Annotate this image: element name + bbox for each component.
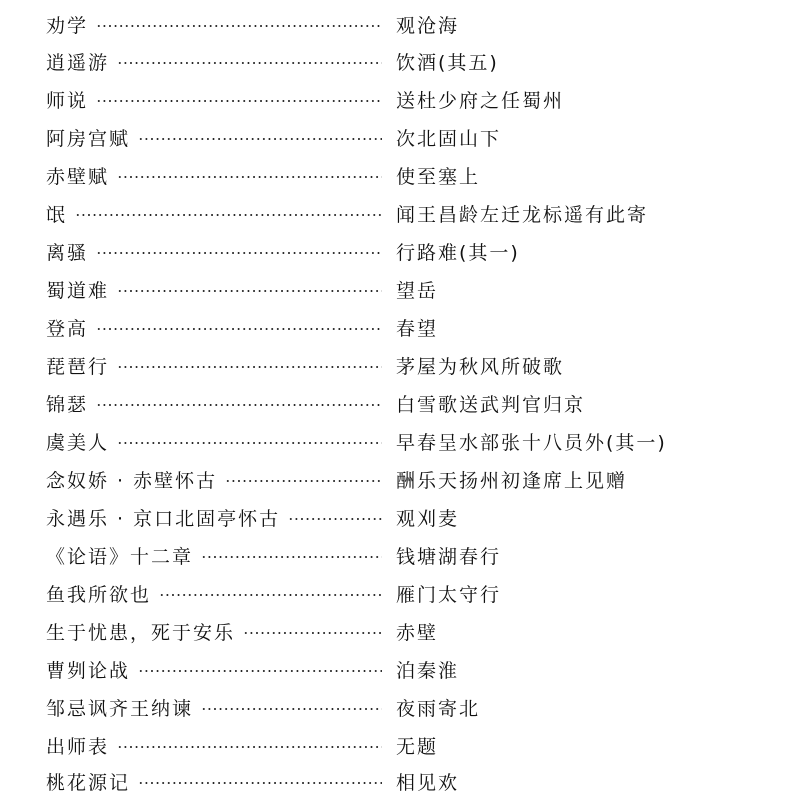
entry-title: 出师表 [46, 736, 110, 758]
entry-title: 阿房宫赋 [46, 128, 131, 150]
entry-title: 师说 [46, 90, 89, 112]
toc-row [0, 119, 800, 156]
entry-title: 相见欢 [396, 772, 460, 794]
entry-title: 行路难(其一) [396, 242, 520, 264]
dot-leader [201, 708, 382, 710]
entry-title: 琵琶行 [46, 356, 110, 378]
toc-entry-left[interactable] [46, 309, 386, 346]
entry-title: 生于忧患，死于安乐 [46, 622, 236, 644]
toc-row [0, 537, 800, 574]
toc-entry-left[interactable] [46, 763, 386, 800]
dot-leader [138, 670, 382, 672]
dot-leader [288, 518, 382, 520]
dot-leader [75, 214, 382, 216]
entry-title: 赤壁赋 [46, 166, 110, 188]
toc-row [0, 763, 800, 800]
toc-entry-left[interactable] [46, 81, 386, 118]
toc-entry-right[interactable] [396, 157, 786, 194]
toc-entry-right[interactable] [396, 6, 786, 43]
toc-entry-right[interactable] [396, 651, 786, 688]
dot-leader [96, 328, 382, 330]
toc-entry-right[interactable] [396, 43, 786, 80]
entry-title: 白雪歌送武判官归京 [396, 394, 586, 416]
toc-entry-right[interactable] [396, 499, 786, 536]
toc-entry-right[interactable] [396, 613, 786, 650]
toc-entry-left[interactable] [46, 613, 386, 650]
toc-entry-left[interactable] [46, 461, 386, 498]
dot-leader [117, 176, 382, 178]
toc-entry-left[interactable] [46, 347, 386, 384]
entry-title: 无题 [396, 736, 439, 758]
toc-entry-left[interactable] [46, 651, 386, 688]
toc-entry-right[interactable] [396, 689, 786, 726]
entry-title: 虞美人 [46, 432, 110, 454]
entry-title: 闻王昌龄左迁龙标遥有此寄 [396, 204, 649, 226]
dot-leader [243, 632, 382, 634]
toc-row [0, 195, 800, 232]
toc-entry-right[interactable] [396, 347, 786, 384]
toc-row [0, 385, 800, 422]
entry-title: 观沧海 [396, 15, 460, 37]
entry-title: 锦瑟 [46, 394, 89, 416]
dot-leader [117, 746, 382, 748]
entry-title: 永遇乐 · 京口北固亭怀古 [46, 508, 281, 530]
toc-entry-right[interactable] [396, 119, 786, 156]
entry-title: 劝学 [46, 15, 89, 37]
toc-row [0, 689, 800, 726]
entry-title: 送杜少府之任蜀州 [396, 90, 565, 112]
entry-title: 逍遥游 [46, 52, 110, 74]
dot-leader [117, 62, 382, 64]
toc-row [0, 309, 800, 346]
dot-leader [201, 556, 382, 558]
toc-entry-left[interactable] [46, 271, 386, 308]
toc-entry-left[interactable] [46, 233, 386, 270]
toc-row [0, 613, 800, 650]
dot-leader [96, 25, 382, 27]
toc-row [0, 499, 800, 536]
toc-entry-left[interactable] [46, 423, 386, 460]
toc-entry-left[interactable] [46, 6, 386, 43]
toc-entry-left[interactable] [46, 43, 386, 80]
toc-entry-left[interactable] [46, 575, 386, 612]
entry-title: 离骚 [46, 242, 89, 264]
toc-row [0, 233, 800, 270]
toc-row [0, 727, 800, 764]
toc-entry-right[interactable] [396, 271, 786, 308]
toc-row [0, 81, 800, 118]
entry-title: 念奴娇 · 赤壁怀古 [46, 470, 218, 492]
toc-row [0, 461, 800, 498]
toc-entry-left[interactable] [46, 727, 386, 764]
toc-entry-left[interactable] [46, 119, 386, 156]
toc-entry-right[interactable] [396, 461, 786, 498]
toc-entry-right[interactable] [396, 195, 786, 232]
entry-title: 春望 [396, 318, 439, 340]
entry-title: 钱塘湖春行 [396, 546, 502, 568]
toc-row [0, 43, 800, 80]
entry-title: 次北固山下 [396, 128, 502, 150]
entry-title: 曹刿论战 [46, 660, 131, 682]
toc-entry-right[interactable] [396, 575, 786, 612]
toc-entry-right[interactable] [396, 537, 786, 574]
dot-leader [225, 480, 382, 482]
toc-entry-right[interactable] [396, 763, 786, 800]
toc-row [0, 157, 800, 194]
toc-row [0, 423, 800, 460]
dot-leader [117, 442, 382, 444]
dot-leader [138, 782, 382, 784]
toc-entry-left[interactable] [46, 385, 386, 422]
toc-entry-right[interactable] [396, 233, 786, 270]
dot-leader [138, 138, 382, 140]
toc-row [0, 575, 800, 612]
entry-title: 观刈麦 [396, 508, 460, 530]
toc-entry-left[interactable] [46, 195, 386, 232]
entry-title: 蜀道难 [46, 280, 110, 302]
dot-leader [117, 366, 382, 368]
entry-title: 茅屋为秋风所破歌 [396, 356, 565, 378]
entry-title: 泊秦淮 [396, 660, 460, 682]
dot-leader [96, 252, 382, 254]
entry-title: 邹忌讽齐王纳谏 [46, 698, 194, 720]
entry-title: 氓 [46, 204, 68, 226]
entry-title: 赤壁 [396, 622, 439, 644]
toc-entry-left[interactable] [46, 537, 386, 574]
entry-title: 登高 [46, 318, 89, 340]
entry-title: 桃花源记 [46, 772, 131, 794]
toc-entry-right[interactable] [396, 385, 786, 422]
dot-leader [96, 100, 382, 102]
toc-entry-right[interactable] [396, 423, 786, 460]
toc-entry-left[interactable] [46, 689, 386, 726]
toc-row [0, 271, 800, 308]
entry-title: 早春呈水部张十八员外(其一) [396, 432, 667, 454]
entry-title: 饮酒(其五) [396, 52, 499, 74]
toc-entry-right[interactable] [396, 727, 786, 764]
dot-leader [117, 290, 382, 292]
entry-title: 酬乐天扬州初逢席上见赠 [396, 470, 628, 492]
dot-leader [96, 404, 382, 406]
entry-title: 鱼我所欲也 [46, 584, 152, 606]
toc-entry-left[interactable] [46, 157, 386, 194]
toc-entry-right[interactable] [396, 309, 786, 346]
dot-leader [159, 594, 382, 596]
toc-row [0, 6, 800, 43]
entry-title: 使至塞上 [396, 166, 481, 188]
entry-title: 《论语》十二章 [46, 546, 194, 568]
entry-title: 望岳 [396, 280, 439, 302]
entry-title: 雁门太守行 [396, 584, 502, 606]
toc-entry-right[interactable] [396, 81, 786, 118]
toc-row [0, 347, 800, 384]
toc-row [0, 651, 800, 688]
toc-entry-left[interactable] [46, 499, 386, 536]
entry-title: 夜雨寄北 [396, 698, 481, 720]
